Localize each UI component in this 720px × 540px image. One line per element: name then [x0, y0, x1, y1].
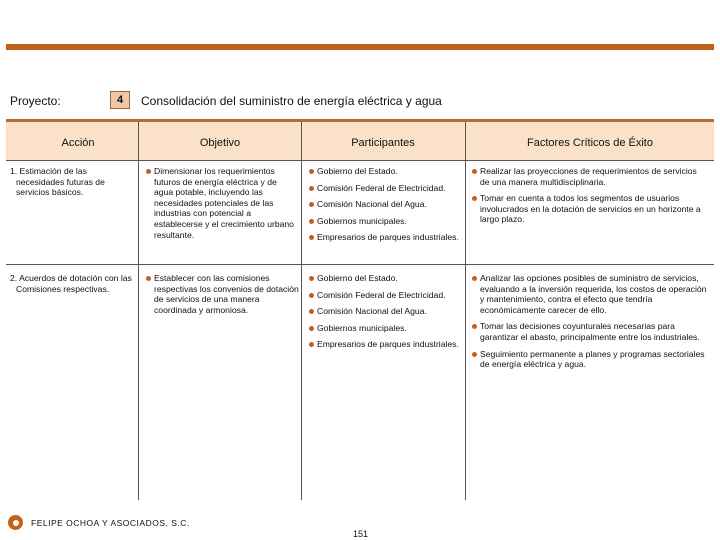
list-item: Tomar las decisiones coyunturales necesarias para garantizar el abasto, principalmente entre los industriales. — [472, 321, 710, 342]
header-participantes: Participantes — [351, 137, 415, 149]
list-item: Comisión Nacional del Agua. — [309, 199, 464, 210]
list-item: Realizar las proyecciones de requerimientos de servicios de una manera multidisciplinaria. — [472, 166, 708, 187]
list-item: Empresarios de parques industriales. — [309, 339, 465, 350]
bullet-icon — [309, 235, 314, 240]
list-item: Tomar en cuenta a todos los segmentos de usuarios involucrados en la dotación de servicios en un horizonte a largo plazo. — [472, 193, 708, 225]
project-title: Consolidación del suministro de energía eléctrica y agua — [141, 94, 442, 108]
bullet-icon — [309, 219, 314, 224]
row1-participantes — [309, 166, 464, 249]
bullet-icon — [309, 326, 314, 331]
bullet-icon — [146, 276, 151, 281]
bullet-icon — [472, 276, 477, 281]
company-logo-icon — [8, 515, 23, 530]
bullet-icon — [309, 202, 314, 207]
list-item: Comisión Federal de Electricidad. — [309, 290, 465, 301]
row2-factores — [472, 273, 710, 376]
bullet-icon — [472, 324, 477, 329]
list-item: Gobiernos municipales. — [309, 216, 464, 227]
list-item: Empresarios de parques industriales. — [309, 232, 464, 243]
column-divider — [301, 122, 302, 500]
bullet-icon — [309, 169, 314, 174]
footer-company: FELIPE OCHOA Y ASOCIADOS, S.C. — [31, 518, 190, 528]
bullet-icon — [146, 169, 151, 174]
list-item: Comisión Federal de Electricidad. — [309, 183, 464, 194]
header-accion: Acción — [61, 137, 95, 149]
list-item: Comisión Nacional del Agua. — [309, 306, 465, 317]
table-cell-text: 1. Estimación de las necesidades futuras de servicios básicos. — [10, 166, 105, 198]
bullet-icon — [309, 309, 314, 314]
list-item: Gobiernos municipales. — [309, 323, 465, 334]
bullet-icon — [472, 352, 477, 357]
row1-factores — [472, 166, 708, 231]
page-number: 151 — [353, 529, 369, 539]
project-label: Proyecto: — [10, 94, 61, 108]
bullet-icon — [472, 196, 477, 201]
list-item: Dimensionar los requerimientos futuros de energía eléctrica y de agua potable, incluyendo las necesidades potenciales de las industrias con potencial a establecerse y el crecimiento urbano resultante. — [146, 166, 298, 240]
column-divider — [465, 122, 466, 500]
list-item: Seguimiento permanente a planes y programas sectoriales de energía eléctrica y agua. — [472, 349, 710, 370]
list-item: Establecer con las comisiones respectivas los convenios de dotación de servicios de una manera coordinada y armoniosa. — [146, 273, 300, 315]
bullet-icon — [309, 293, 314, 298]
bullet-icon — [472, 169, 477, 174]
bullet-icon — [309, 342, 314, 347]
bullet-icon — [309, 276, 314, 281]
header-objetivo: Objetivo — [199, 137, 241, 149]
project-number-badge: 4 — [110, 91, 130, 109]
row2-accion — [10, 273, 132, 294]
bullet-icon — [309, 186, 314, 191]
list-item: Gobierno del Estado. — [309, 273, 465, 284]
table-cell-text: 2. Acuerdos de dotación con las Comisiones respectivas. — [10, 273, 132, 294]
row2-participantes — [309, 273, 465, 356]
list-item: Analizar las opciones posibles de suministro de servicios, evaluando a la inversión requerida, los costos de operación y mantenimiento, contra el efecto que tendría económicamente carecer de ello. — [472, 273, 710, 315]
row-divider — [6, 264, 714, 265]
row1-accion — [10, 166, 132, 198]
header-factores: Factores Críticos de Éxito — [527, 137, 653, 149]
top-rule — [6, 44, 714, 50]
column-divider — [138, 122, 139, 500]
list-item: Gobierno del Estado. — [309, 166, 464, 177]
header-bottom-rule — [6, 160, 714, 161]
row1-objetivo — [146, 166, 298, 246]
row2-objetivo — [146, 273, 300, 321]
